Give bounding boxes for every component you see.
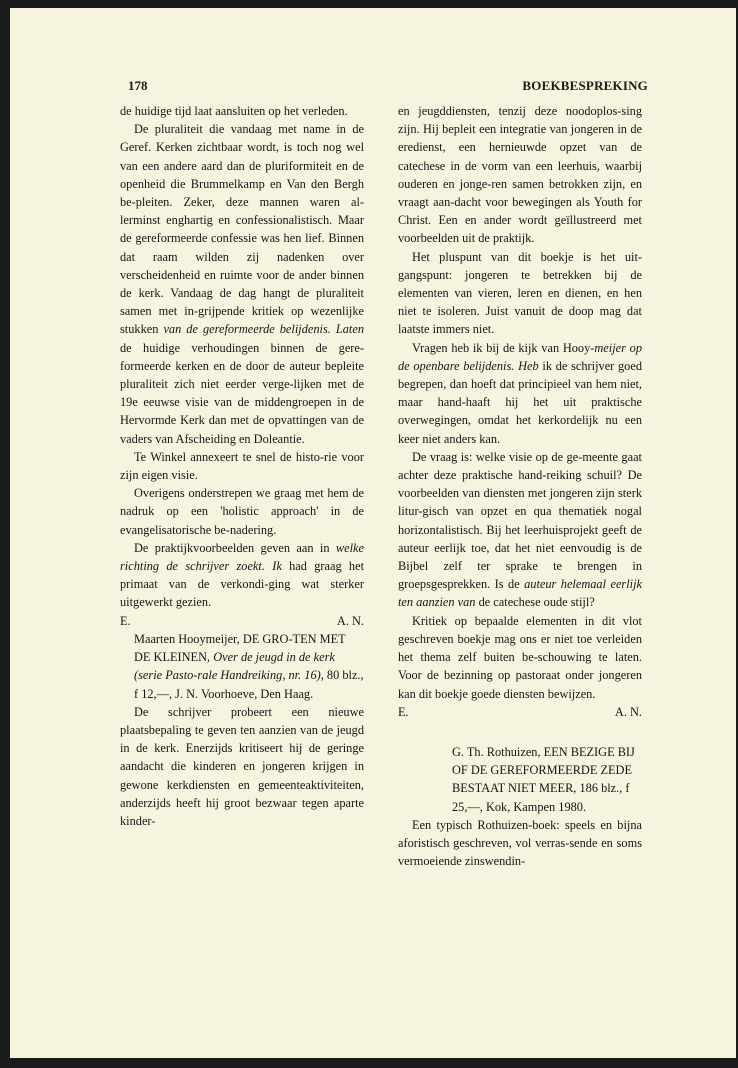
paragraph: Te Winkel annexeert te snel de histo-rie voor zijn eigen visie. [120,449,364,483]
paragraph: De schrijver probeert een nieuwe plaatsbepaling te geven ten aanzien van de jeugd in de kerk. Enerzijds kritiseert hij de geringe aandacht die kinderen en jongeren krijgen in gewone kerkdiensten en gemeenteaktiviteiten, anderzijds heeft hij groot bezwaar tegen aparte kinder- [120,704,364,828]
signature-initial: E. [120,613,131,628]
signature-initial: E. [398,704,409,719]
book-heading: Maarten Hooymeijer, DE GRO-TEN MET DE KLEINEN, Over de jeugd in de kerk (serie Pasto-rale Handreiking, nr. 16), 80 blz., f 12,—, J. N. Voorhoeve, Den Haag. [134,631,364,701]
review-signature [120,612,364,630]
running-title: BOEKBESPREKING [522,78,648,93]
paragraph: Kritiek op bepaalde elementen in dit vlot geschreven boekje mag ons er niet toe verleiden het thema zelf buiten be-schouwing te laten. Voor de bezinning op pastoraat onder jongeren kan dit boekje goede diensten bewijzen. [398,613,642,701]
page-number: 178 [128,78,148,93]
paragraph: Vragen heb ik bij de kijk van Hooy-meijer op de openbare belijdenis. Heb ik de schrijver goed begrepen, dan hoeft dat principieel van hem niet, maar hand-haaft hij het uit praktische overwegingen, omdat het kerkordelijk nu een keer niet anders kan. [398,340,643,446]
paragraph: De pluraliteit die vandaag met name in de Geref. Kerken zichtbaar wordt, is toch nog wel van een andere aard dan de pluriformiteit en de openheid die Brummelkamp en Van den Bergh be-pleiten. Zeker, deze mannen waren al-lerminst enghartig en confessionalistisch. Maar de gereformeerde confessie was hen lief. Binnen dat raam wilden zij nadenken over verscheidenheid en ruimte voor de ander binnen de kerk. Vandaag de dag hangt de pluraliteit samen met in-grijpende kritiek op wezenlijke stukken van de gereformeerde belijdenis. Laten de huidige verhoudingen binnen de gere-formeerde kerken en de door de auteur bepleite pluraliteit zich niet eerder verge-lijken met de 19e eeuwse visie van de middengroepen in de Hervormde Kerk dan met de opvattingen van de vaders van Afscheiding en Doleantie. [120,122,364,446]
review-signature [398,703,642,721]
paragraph: en jeugddiensten, tenzij deze noodoplos-sing zijn. Hij bepleit een integratie van jongeren in de eredienst, een hernieuwde opzet van de catechese in de vorm van een leerhuis, waarbij ouderen en jonge-ren samen betrokken zijn, en vraagt aan-dacht voor bewegingen als Youth for Christ. Een en ander wordt geïllustreerd met voorbeelden uit de praktijk. [398,104,642,246]
book-heading: G. Th. Rothuizen, EEN BEZIGE BIJ OF DE GEREFORMEERDE ZEDE BESTAAT NIET MEER, 186 blz., f 25,—, Kok, Kampen 1980. [452,744,635,814]
paragraph: Een typisch Rothuizen-boek: speels en bijna aforistisch geschreven, vol verras-sende en soms vermoeiende zinswendin- [398,817,642,869]
paragraph: Overigens onderstrepen we graag met hem de nadruk op een 'holistic approach' in de evangelisatorische be-nadering. [120,486,364,537]
paragraph: De praktijkvoorbeelden geven aan in welke richting de schrijver zoekt. Ik had graag het primaat van de verkondi-ging wat sterker uitgewerkt gezien. [120,540,364,610]
paragraph: Het pluspunt van dit boekje is het uit-gangspunt: jongeren te betrekken bij de elementen van vieren, leren en dienen, en hen niet te isoleren. Juist vanuit de doop mag dat laatste immers niet. [398,249,642,337]
left-column [120,102,364,830]
paragraph: de huidige tijd laat aansluiten op het verleden. [120,104,348,118]
page-header [128,78,648,98]
signature-author: A. N. [336,613,364,628]
right-column [398,102,642,870]
signature-author: A. N. [614,704,642,719]
paragraph: De vraag is: welke visie op de ge-meente gaat achter deze praktische hand-reiking schuil? De voorbeelden van diensten met jongeren zijn sterk litur-gisch van opzet en qua thematiek nogal horizontalistisch. Bij het leerhuisprojekt geeft de auteur eerlijk toe, dat het niet eenvoudig is de Bijbel zelf ter sprake te brengen in groepsgesprekken. Is de auteur helemaal eerlijk ten aanzien van de catechese oude stijl? [398,449,642,610]
